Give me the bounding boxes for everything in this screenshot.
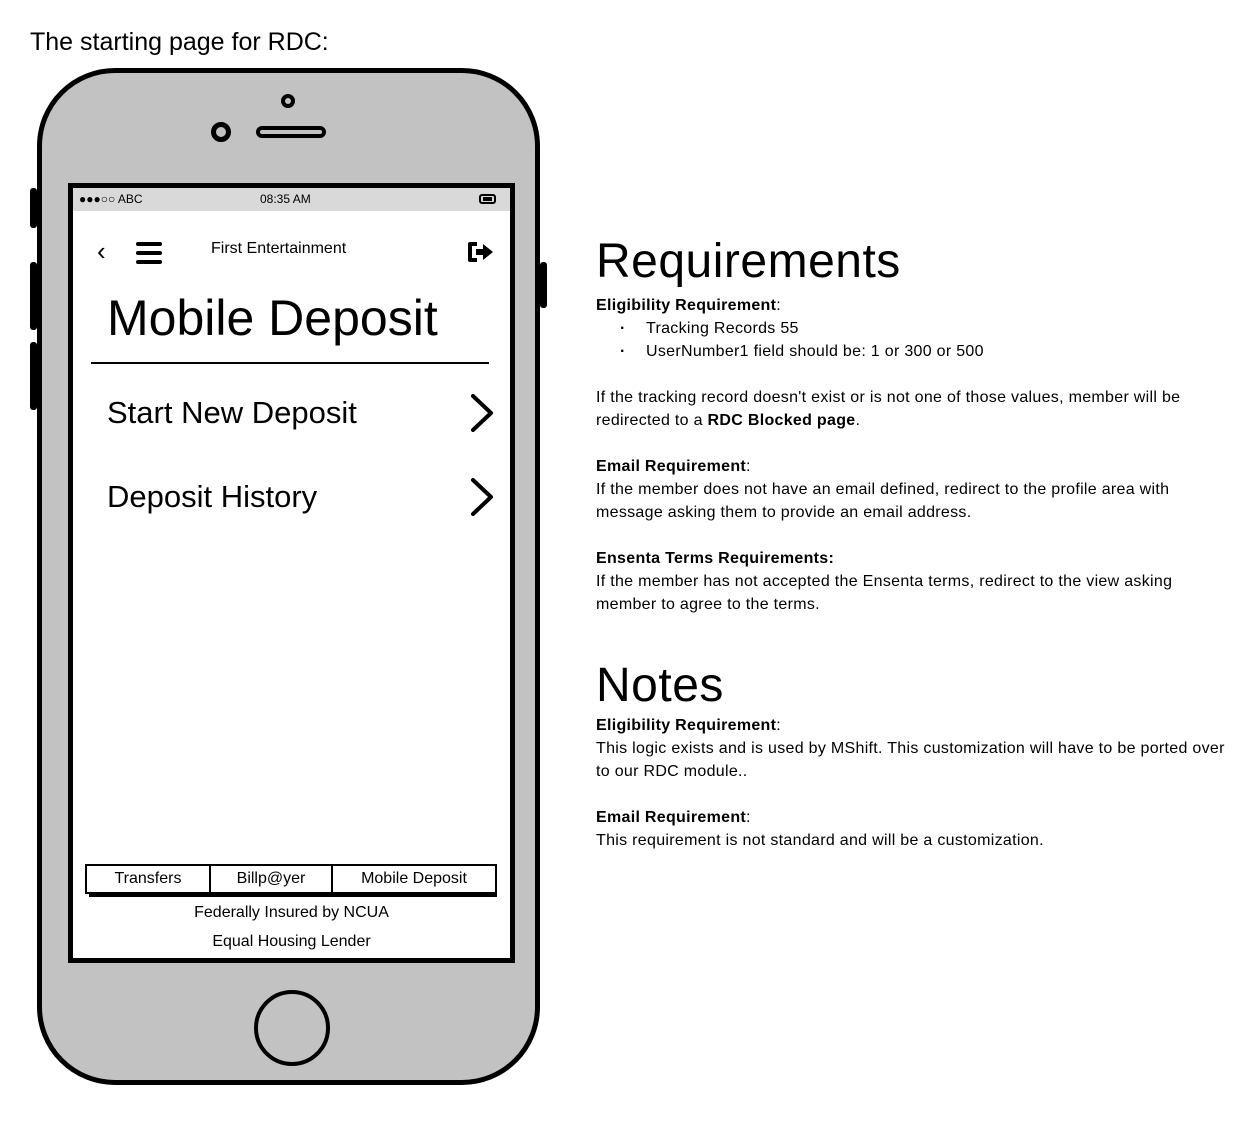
chevron-right-icon [461,476,501,516]
status-carrier: ●●●○○ ABC [79,192,143,206]
status-bar [73,188,510,211]
requirements-document [596,230,1236,875]
list-item: · UserNumber1 field should be: 1 or 300 or 500 [620,340,1236,363]
status-time: 08:35 AM [260,192,311,206]
menu-item-label: Deposit History [107,479,318,514]
nav-title: First Entertainment [211,240,347,257]
battery-icon [479,194,496,204]
side-button-volume-down [30,342,37,410]
footer-ncua: Federally Insured by NCUA [194,904,389,921]
section-label: Email Requirement [596,458,747,475]
notes-eligibility-section: Eligibility Requirement: This logic exists and is used by MShift. This customization will have to be ported over to our RDC module.. [596,714,1236,783]
eligibility-redirect-paragraph [596,386,1236,432]
sensor-icon [211,122,231,142]
menu-item-start-new-deposit[interactable] [107,388,497,438]
paragraph-text: This logic exists and is used by MShift. This customization will have to be ported over to our RDC module.. [596,740,1225,780]
notes-heading: Notes [596,659,724,712]
tab-mobile-deposit[interactable]: Mobile Deposit [331,866,495,892]
hamburger-menu-icon[interactable] [136,242,162,264]
paragraph-text: If the member does not have an email defined, redirect to the profile area with message asking them to provide an email address. [596,481,1170,521]
paragraph-text: If the member has not accepted the Ensenta terms, redirect to the view asking member to agree to the terms. [596,573,1173,613]
tab-transfers[interactable]: Transfers [114,870,182,887]
side-button-volume-up [30,262,37,330]
email-requirement-section: Email Requirement: If the member does not have an email defined, redirect to the profile area with message asking them to provide an email address. [596,455,1236,524]
notes-email-section: Email Requirement: This requirement is not standard and will be a customization. [596,806,1236,852]
logout-icon[interactable] [466,240,496,264]
list-item: · Tracking Records 55 [620,317,1236,340]
ensenta-terms-section [596,547,1236,616]
home-button[interactable] [254,990,330,1066]
side-button-power [540,262,547,308]
rdc-blocked-page-text: RDC Blocked page [707,412,856,429]
tab-bar [85,864,497,894]
requirements-heading: Requirements [596,235,901,288]
section-label: Email Requirement [596,809,747,826]
eligibility-requirement-section: Eligibility Requirement: · Tracking Records 55 · UserNumber1 field should be: 1 or 300 or 500 [596,294,1236,363]
tab-billpayer[interactable]: Billp@yer [209,866,331,892]
tab-bar-shadow [89,894,497,897]
section-label: Eligibility Requirement [596,297,777,314]
phone-screen [68,183,515,963]
paragraph-text: This requirement is not standard and will be a customization. [596,832,1044,849]
paragraph-text: . [855,412,861,429]
screen-title: Mobile Deposit [107,290,438,346]
eligibility-bullet-list [596,317,1236,363]
chevron-right-icon [461,392,501,432]
camera-icon [281,94,295,108]
menu-item-deposit-history[interactable] [107,472,497,522]
back-chevron-icon[interactable]: ‹ [97,236,106,266]
title-divider [91,362,489,364]
paragraph-text: If the tracking record doesn't exist or is not one of those values, member will be redirected to a [596,389,1181,429]
menu-item-label: Start New Deposit [107,395,357,430]
page-heading: The starting page for RDC: [30,28,329,56]
section-label: Ensenta Terms Requirements: [596,550,835,567]
section-label: Eligibility Requirement [596,717,777,734]
side-button-mute [30,188,37,228]
footer-equal-housing: Equal Housing Lender [212,933,371,950]
speaker-slot [256,126,326,138]
